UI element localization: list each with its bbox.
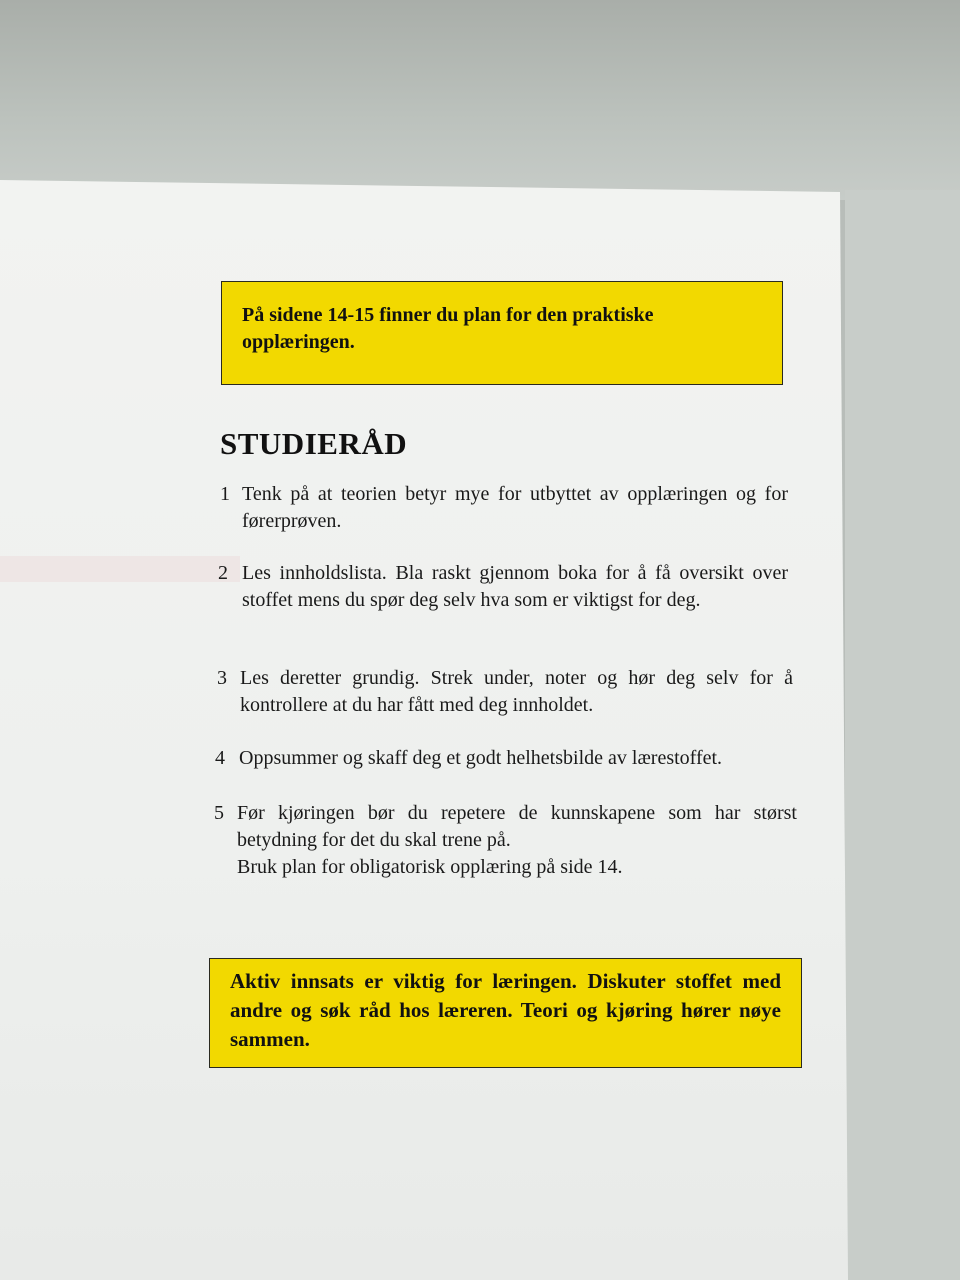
notice-top-text: På sidene 14-15 finner du plan for den praktiske opplæringen. <box>242 304 654 353</box>
item-text: Les deretter grundig. Strek under, noter og hør deg selv for å kontrollere at du har fått med deg innholdet. <box>240 667 793 716</box>
background-edge <box>845 190 960 1280</box>
item-number: 1 <box>220 483 230 505</box>
item-number: 4 <box>215 747 225 769</box>
item-text-main: Før kjøringen bør du repetere de kunnskapene som har størst betydning for det du skal trene på. <box>237 802 797 851</box>
item-number: 5 <box>214 802 224 824</box>
notice-bottom-text: Aktiv innsats er viktig for læringen. Diskuter stoffet med andre og søk råd hos læreren. Teori og kjøring hører nøye sammen. <box>230 969 781 1051</box>
item-text: Oppsummer og skaff deg et godt helhetsbilde av lærestoffet. <box>239 747 723 769</box>
page-heading: STUDIERÅD <box>220 426 408 461</box>
item-number: 3 <box>217 667 227 689</box>
item-text <box>237 800 797 881</box>
item-text-note: Bruk plan for obligatorisk opplæring på side 14. <box>237 856 623 878</box>
background-surface <box>0 0 960 200</box>
item-text: Les innholdslista. Bla raskt gjennom boka for å få oversikt over stoffet mens du spør deg selv hva som er viktigst for deg. <box>242 562 788 611</box>
show-through-band <box>0 556 240 582</box>
item-text: Tenk på at teorien betyr mye for utbyttet av opplæringen og for førerprøven. <box>242 483 788 532</box>
notice-box-top <box>221 281 783 385</box>
item-number: 2 <box>218 562 228 584</box>
notice-box-bottom <box>209 958 802 1068</box>
